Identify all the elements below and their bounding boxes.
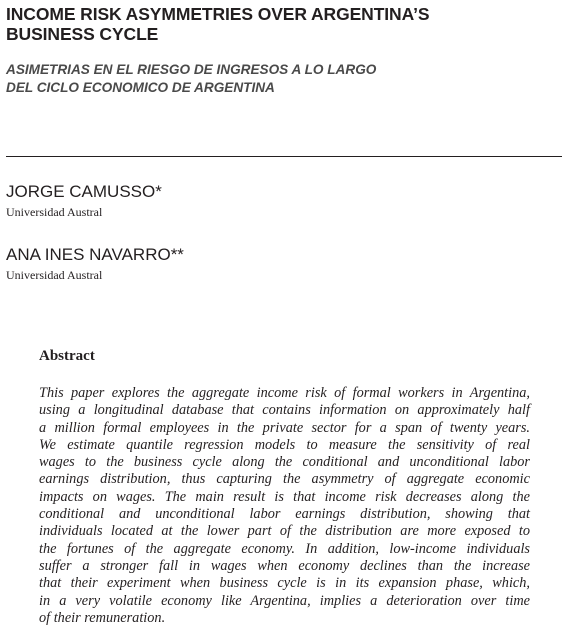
paper-title (6, 4, 556, 44)
author-affiliation: Universidad Austral (6, 268, 103, 282)
author-name: JORGE CAMUSSO* (6, 182, 162, 201)
abstract-line: earnings distribution, thus capturing the asymmetry of aggregate economic (39, 471, 530, 488)
abstract-body (39, 385, 530, 627)
abstract-line: impacts on wages. The main result is that income risk decreases along the (39, 488, 530, 505)
paper-title-line-1: INCOME RISK ASYMMETRIES OVER ARGENTINA’S (6, 4, 430, 24)
abstract-line: This paper explores the aggregate income risk of formal workers in Argentina, (39, 385, 530, 401)
abstract-line: individuals located at the lower part of the distribution are more exposed to (39, 523, 530, 540)
paper-subtitle (6, 61, 556, 97)
author-affiliation: Universidad Austral (6, 205, 103, 219)
paper-title-line-2: BUSINESS CYCLE (6, 24, 159, 44)
abstract-heading: Abstract (39, 348, 95, 364)
abstract-line: We estimate quantile regression models to measure the sensitivity of real (39, 436, 530, 453)
abstract-line: conditional and unconditional labor earnings distribution, showing that (39, 506, 530, 523)
abstract-line: in a very volatile economy like Argentina, implies a deterioration over time (39, 592, 530, 609)
abstract-line: using a longitudinal database that contains information on approximately half (39, 402, 530, 419)
abstract-line: suffer a stronger fall in wages when economy declines than the increase (39, 557, 530, 574)
author-name: ANA INES NAVARRO** (6, 245, 184, 264)
abstract-line: the fortunes of the aggregate economy. In addition, low-income individuals (39, 540, 530, 557)
abstract-line: a million formal employees in the private sector for a span of twenty years. (39, 419, 530, 436)
abstract-line: wages to the business cycle along the conditional and unconditional labor (39, 454, 530, 471)
paper-subtitle-line-1: ASIMETRIAS EN EL RIESGO DE INGRESOS A LO LARGO (6, 62, 377, 77)
paper-subtitle-line-2: DEL CICLO ECONOMICO DE ARGENTINA (6, 80, 275, 95)
title-divider (6, 156, 562, 157)
abstract-line: of their remuneration. (39, 609, 166, 626)
abstract-line: that their experiment when business cycle is in its expansion phase, which, (39, 575, 530, 592)
